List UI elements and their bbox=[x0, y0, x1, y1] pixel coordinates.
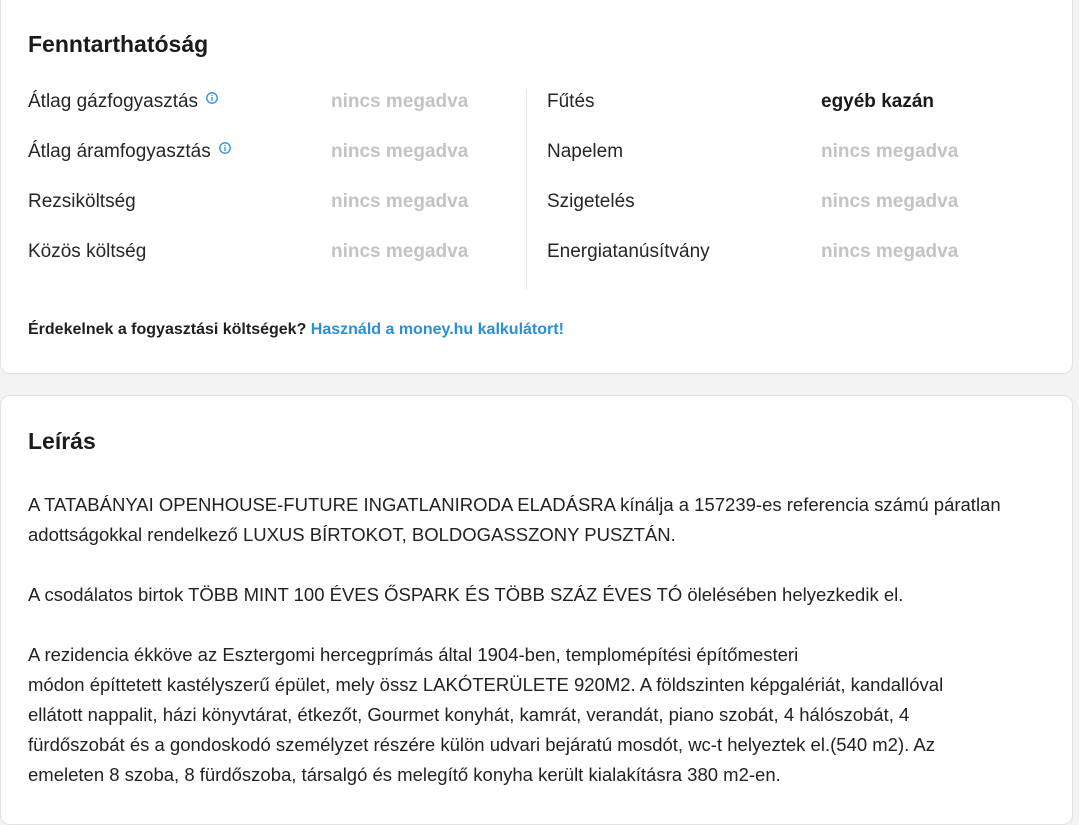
spec-label-insulation: Szigetelés bbox=[547, 191, 635, 212]
spec-value-solar: nincs megadva bbox=[821, 141, 959, 162]
spec-row-gas bbox=[28, 89, 518, 139]
calculator-prompt-text: Érdekelnek a fogyasztási költségek? bbox=[28, 321, 307, 338]
sustainability-left-column bbox=[28, 89, 518, 289]
spec-label-gas-text: Átlag gázfogyasztás bbox=[28, 91, 199, 112]
info-icon[interactable] bbox=[219, 142, 231, 154]
description-paragraph: A rezidencia ékköve az Esztergomi hercegprímás által 1904-ben, templomépítési építőmesteri módon építtetett kastélyszerű épület, mely össz LAKÓTERÜLETE 920M2. A földszinten képgalériát, kandallóval ellátott nappalit, házi könyvtárat, étkezőt, Gourmet konyhát, kamrát, verandát, piano szobát, 4 hálószobát, 4 fürdőszobát és a gondoskodó személyzet részére külön udvari bejáratú mosdót, wc-t helyeztek el.(540 m2). Az emeleten 8 szoba, 8 fürdőszoba, társalgó és melegítő konyha került kialakításra 380 m2-en. bbox=[28, 644, 944, 785]
spec-value-insulation: nincs megadva bbox=[821, 191, 959, 212]
sustainability-right-column bbox=[547, 89, 1047, 289]
description-card bbox=[0, 395, 1073, 825]
info-icon[interactable] bbox=[206, 92, 218, 104]
description-paragraph: A csodálatos birtok TÖBB MINT 100 ÉVES ŐSPARK ÉS TÖBB SZÁZ ÉVES TÓ ölelésében helyezkedik el. bbox=[28, 584, 904, 605]
spec-row-insulation bbox=[547, 189, 1047, 239]
spec-row-electricity bbox=[28, 139, 518, 189]
spec-label-electricity-text: Átlag áramfogyasztás bbox=[28, 141, 211, 162]
spec-label-electricity bbox=[28, 139, 231, 165]
spec-value-common-cost: nincs megadva bbox=[331, 241, 469, 262]
calculator-prompt bbox=[28, 321, 564, 339]
spec-value-electricity: nincs megadva bbox=[331, 141, 469, 162]
column-divider bbox=[526, 89, 527, 289]
spec-label-energy-cert: Energiatanúsítvány bbox=[547, 241, 710, 262]
spec-label-solar: Napelem bbox=[547, 141, 624, 162]
spec-label-utility-cost: Rezsiköltség bbox=[28, 191, 136, 212]
spec-label-gas bbox=[28, 89, 218, 115]
spec-row-common-cost bbox=[28, 239, 518, 289]
spec-value-energy-cert: nincs megadva bbox=[821, 241, 959, 262]
spec-value-heating: egyéb kazán bbox=[821, 91, 934, 112]
spec-value-utility-cost: nincs megadva bbox=[331, 191, 469, 212]
sustainability-title: Fenntarthatóság bbox=[28, 31, 209, 57]
spec-label-common-cost: Közös költség bbox=[28, 241, 147, 262]
description-paragraph: A TATABÁNYAI OPENHOUSE-FUTURE INGATLANIRODA ELADÁSRA kínálja a 157239-es referencia számú páratlan adottságokkal rendelkező LUXUS BÍRTOKOT, BOLDOGASSZONY PUSZTÁN. bbox=[28, 494, 1001, 545]
sustainability-card bbox=[0, 0, 1073, 374]
description-body bbox=[28, 490, 1048, 820]
spec-row-utility-cost bbox=[28, 189, 518, 239]
calculator-link[interactable]: Használd a money.hu kalkulátort! bbox=[310, 321, 564, 338]
spec-value-gas: nincs megadva bbox=[331, 91, 469, 112]
spec-row-heating bbox=[547, 89, 1047, 139]
spec-label-heating: Fűtés bbox=[547, 91, 595, 112]
spec-row-energy-cert bbox=[547, 239, 1047, 289]
spec-row-solar bbox=[547, 139, 1047, 189]
description-title: Leírás bbox=[28, 428, 96, 454]
